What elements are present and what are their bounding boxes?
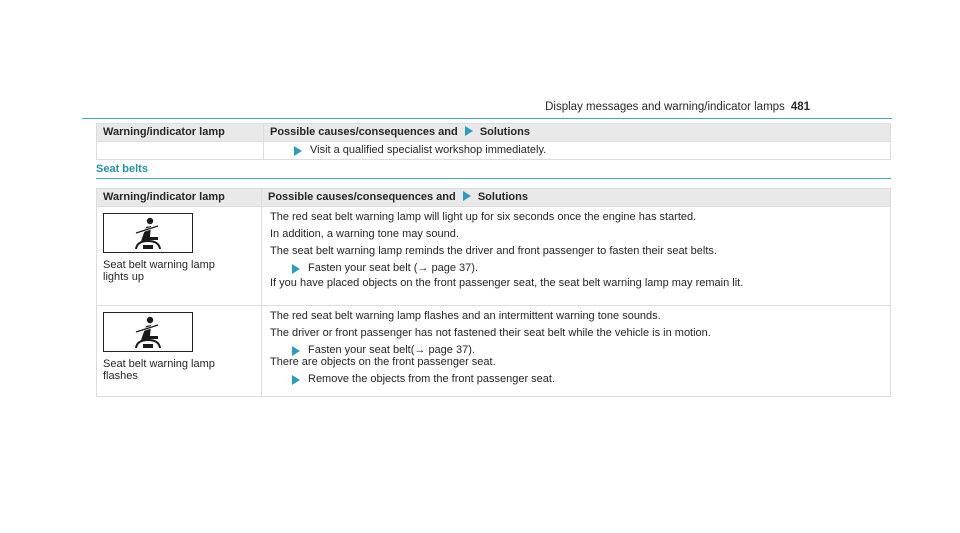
warning-lamp-table-continued (96, 123, 891, 160)
solution-cell (264, 142, 891, 160)
col-header-causes: Possible causes/consequences and (270, 126, 458, 138)
bullet-text: Fasten your seat belt(→ page 37). (308, 344, 475, 356)
arrow-icon (463, 191, 471, 201)
lamp-cell (97, 207, 262, 306)
section-rule (96, 178, 891, 179)
lamp-cell-empty (97, 142, 264, 160)
bullet-item (270, 373, 882, 385)
bullet-text: Fasten your seat belt (→ page 37). (308, 262, 478, 274)
bullet-text: Remove the objects from the front passenger seat. (308, 373, 556, 385)
col-header-solutions-label: Solutions (479, 126, 530, 138)
seat-belt-icon (103, 213, 193, 253)
solution-cell (262, 306, 891, 397)
header-rule (82, 118, 892, 119)
arrow-icon (292, 375, 300, 385)
arrow-icon (292, 346, 300, 356)
section-title: Seat belts (96, 163, 148, 175)
header-title: Display messages and warning/indicator lamps (545, 101, 785, 113)
col-header-solutions (264, 124, 891, 142)
arrow-icon (465, 126, 473, 136)
paragraph: If you have placed objects on the front passenger seat, the seat belt warning lamp may remain lit. (270, 277, 744, 289)
arrow-icon (292, 264, 300, 274)
paragraph: In addition, a warning tone may sound. (270, 228, 459, 240)
paragraph: The seat belt warning lamp reminds the driver and front passenger to fasten their seat belts. (270, 245, 717, 257)
lamp-label: Seat belt warning lamp flashes (103, 358, 215, 382)
arrow-icon (294, 146, 302, 156)
paragraph: There are objects on the front passenger seat. (270, 356, 496, 368)
col-header-lamp: Warning/indicator lamp (97, 189, 262, 207)
paragraph: The driver or front passenger has not fastened their seat belt while the vehicle is in motion. (270, 327, 711, 339)
col-header-lamp: Warning/indicator lamp (97, 124, 264, 142)
bullet-item (270, 262, 882, 274)
paragraph: The red seat belt warning lamp will light up for six seconds once the engine has started. (270, 211, 697, 223)
seat-belt-icon (103, 312, 193, 352)
col-header-causes: Possible causes/consequences and (268, 191, 456, 203)
table-row (97, 142, 891, 160)
table-row (97, 306, 891, 397)
bullet-item (272, 144, 882, 156)
solution-cell (262, 207, 891, 306)
running-header (545, 101, 810, 113)
table-header-row (97, 189, 891, 207)
table-row (97, 207, 891, 306)
paragraph: The red seat belt warning lamp flashes and an intermittent warning tone sounds. (270, 310, 661, 322)
lamp-cell (97, 306, 262, 397)
page-number: 481 (790, 101, 810, 113)
bullet-text: Visit a qualified specialist workshop immediately. (310, 144, 547, 156)
seat-belt-table (96, 188, 891, 397)
col-header-solutions-label: Solutions (477, 191, 528, 203)
bullet-item (270, 344, 882, 356)
table-header-row (97, 124, 891, 142)
col-header-solutions (262, 189, 891, 207)
lamp-label: Seat belt warning lamp lights up (103, 259, 215, 283)
